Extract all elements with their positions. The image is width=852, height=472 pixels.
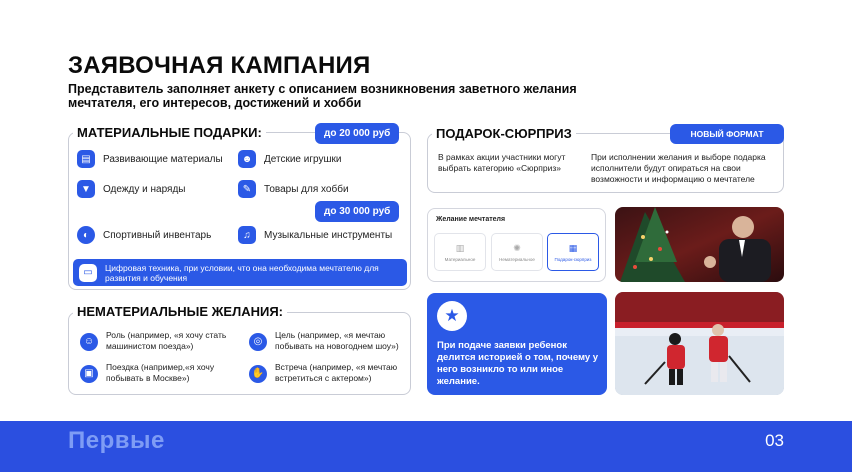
- digital-tech-text: Цифровая техника, при условии, что она необходима мечтателю для развития и обучения: [105, 262, 379, 283]
- wish-item-text: Цель (например, «я мечтаю побывать на новогоднем шоу»): [275, 330, 399, 351]
- brand-logo: Первые: [68, 427, 165, 454]
- wish-item: [80, 330, 230, 351]
- gift-item-label: Одежду и наряды: [103, 183, 186, 195]
- wish-option-surprise[interactable]: ▦ Подарок-сюрприз: [547, 233, 599, 271]
- gift-item-label: Развивающие материалы: [103, 153, 223, 165]
- wish-item-text: Поездка (например,«я хочу побывать в Москве»): [106, 362, 215, 383]
- gift-item-label: Товары для хобби: [264, 183, 349, 195]
- gift-item: [238, 180, 349, 198]
- new-format-badge: НОВЫЙ ФОРМАТ: [670, 124, 784, 144]
- target-icon: ◎: [249, 333, 267, 351]
- music-note-icon: ♫: [238, 226, 256, 244]
- star-icon: ★: [437, 301, 467, 331]
- story-card-text: При подаче заявки ребенок делится историей о том, почему у него возникло то или иное желание.: [437, 340, 599, 387]
- surprise-left-text: В рамках акции участники могут выбрать категорию «Сюрприз»: [438, 152, 566, 173]
- price-badge-30000: до 30 000 руб: [315, 201, 399, 222]
- photo-christmas-tree: [615, 207, 784, 282]
- photo-hockey: [615, 292, 784, 395]
- wish-option-material[interactable]: ▥ Материальное: [434, 233, 486, 271]
- mask-icon: ☺: [80, 333, 98, 351]
- toy-icon: ☻: [238, 150, 256, 168]
- shirt-icon: ▼: [77, 180, 95, 198]
- book-icon: ▤: [77, 150, 95, 168]
- monitor-icon: ▭: [79, 264, 97, 282]
- gift-item: [238, 226, 392, 244]
- page-number: 03: [765, 431, 784, 450]
- ball-icon: ◐: [77, 226, 95, 244]
- gift-item-label: Спортивный инвентарь: [103, 229, 212, 241]
- digital-tech-banner: [73, 259, 407, 286]
- price-badge-20000: до 20 000 руб: [315, 123, 399, 144]
- wish-form-mockup: [427, 208, 606, 282]
- palette-icon: ✎: [238, 180, 256, 198]
- wish-item: [249, 362, 409, 383]
- material-gifts-heading: МАТЕРИАЛЬНЫЕ ПОДАРКИ:: [73, 125, 266, 140]
- page-title: ЗАЯВОЧНАЯ КАМПАНИЯ: [68, 52, 371, 79]
- gift-item-label: Детские игрушки: [264, 153, 342, 165]
- page-subtitle: Представитель заполняет анкету с описанием возникновения заветного желания мечтателя, его интересов, достижений и хобби: [68, 82, 577, 110]
- gift-item: [77, 226, 211, 244]
- gift-item: [77, 150, 223, 168]
- wish-form-title: Желание мечтателя: [436, 216, 506, 223]
- wish-item-text: Роль (например, «я хочу стать машинистом поезда»): [106, 330, 227, 351]
- gift-item-label: Музыкальные инструменты: [264, 229, 393, 241]
- wish-item: [249, 330, 404, 351]
- nonmaterial-heading: НЕМАТЕРИАЛЬНЫЕ ЖЕЛАНИЯ:: [73, 304, 287, 319]
- gift-item: [238, 150, 341, 168]
- sun-icon: ✺: [513, 242, 521, 253]
- wish-option-nonmaterial[interactable]: ✺ Нематериальное: [491, 233, 543, 271]
- present-icon: ▦: [568, 242, 578, 253]
- surprise-heading: ПОДАРОК-СЮРПРИЗ: [432, 126, 576, 141]
- gift-item: [77, 180, 185, 198]
- handshake-icon: ✋: [249, 365, 267, 383]
- wish-item-text: Встреча (например, «я мечтаю встретиться с актером»): [275, 362, 398, 383]
- wish-item: [80, 362, 230, 383]
- story-card: [427, 293, 607, 395]
- gift-icon: ▥: [455, 242, 465, 253]
- surprise-right-text: При исполнении желания и выборе подарка исполнители будут опираться на свои возможности и информацию о мечтателе: [591, 152, 766, 184]
- footer-bar: [0, 421, 852, 472]
- bus-icon: ▣: [80, 365, 98, 383]
